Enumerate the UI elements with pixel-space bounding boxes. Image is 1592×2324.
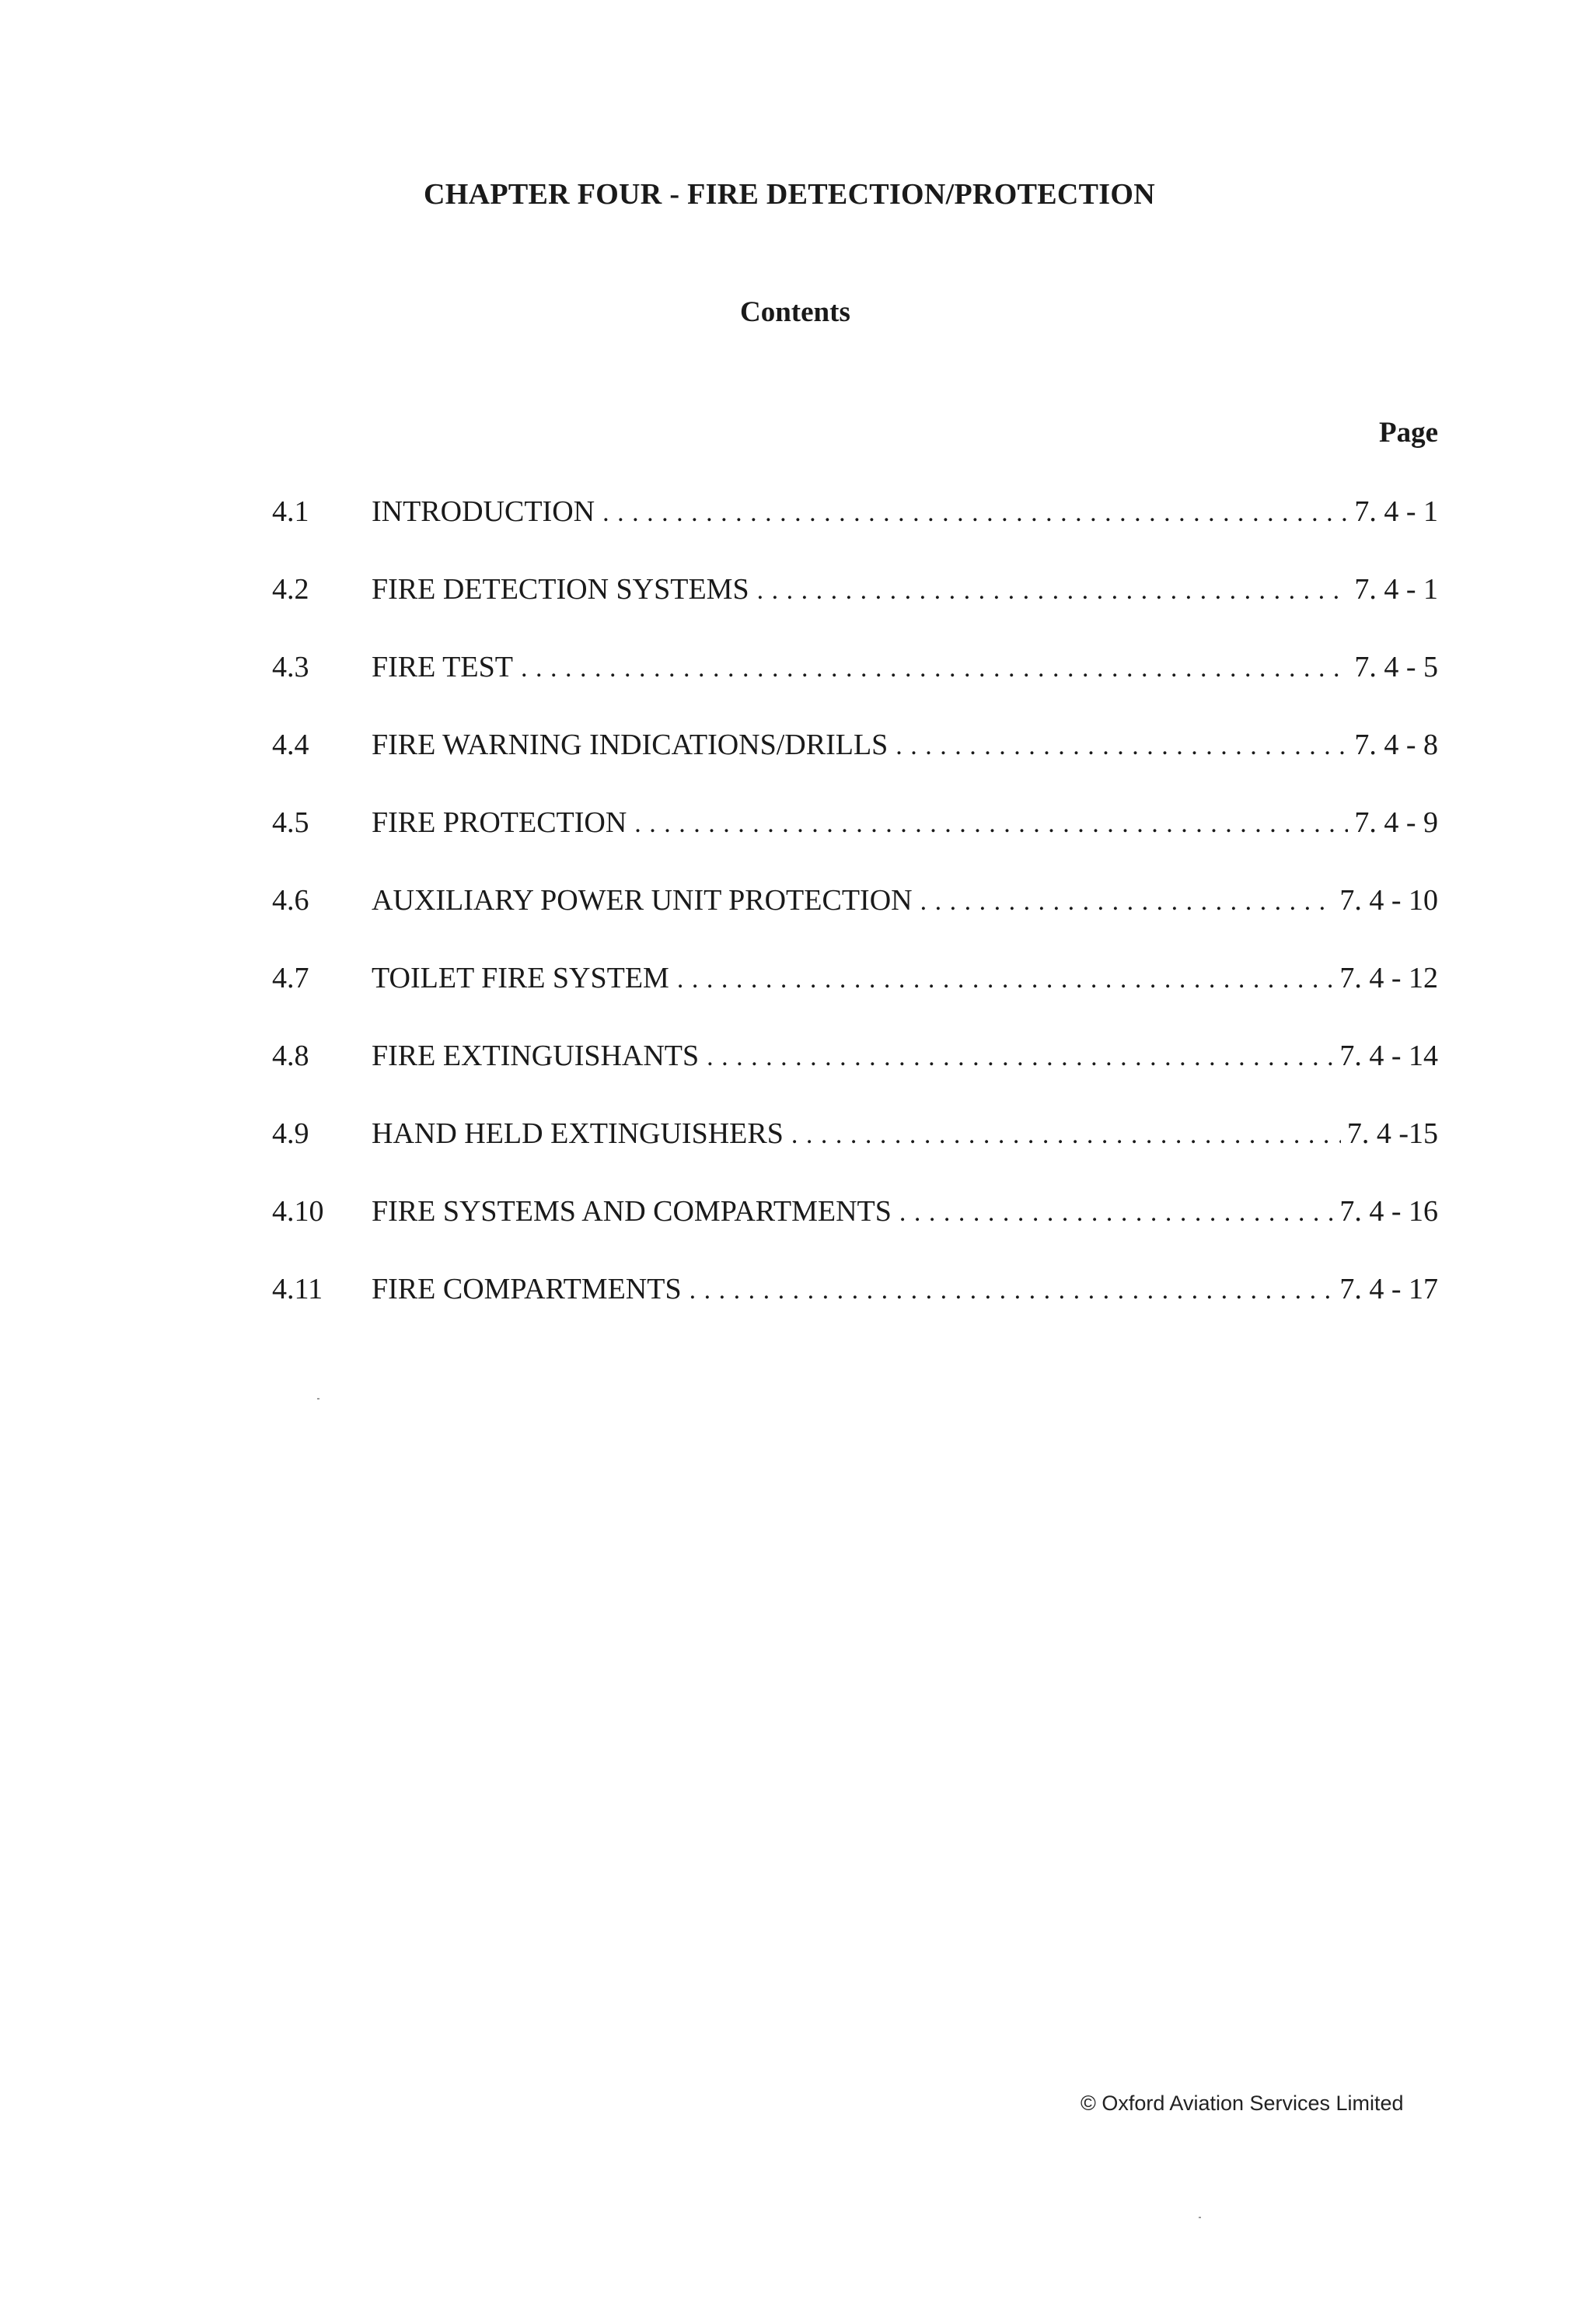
toc-entry-4-10[interactable] [272, 1190, 1438, 1267]
toc-entry-number: 4.5 [272, 806, 309, 839]
toc-entry-number: 4.1 [272, 495, 309, 528]
scan-speck [317, 1398, 319, 1400]
toc-entry-page: 7. 4 - 16 [1339, 1195, 1438, 1228]
toc-entry-number: 4.3 [272, 651, 309, 683]
chapter-title: CHAPTER FOUR - FIRE DETECTION/PROTECTION [424, 178, 1155, 211]
dot-leader [690, 1269, 1334, 1312]
toc-entry-page: 7. 4 - 12 [1339, 962, 1438, 994]
dot-leader [791, 1113, 1341, 1157]
toc-entry-number: 4.10 [272, 1195, 324, 1228]
dot-leader [707, 1036, 1333, 1079]
scan-speck [1199, 2217, 1201, 2218]
toc-entry-number: 4.6 [272, 884, 309, 917]
toc-entry-number: 4.2 [272, 573, 309, 606]
toc-entry-4-9[interactable] [272, 1112, 1438, 1190]
toc-entry-title: AUXILIARY POWER UNIT PROTECTION [372, 884, 913, 917]
toc-entry-4-8[interactable] [272, 1034, 1438, 1112]
toc-entry-page: 7. 4 - 1 [1354, 573, 1438, 606]
toc-entry-page: 7. 4 - 17 [1339, 1273, 1438, 1305]
toc-entry-title: FIRE PROTECTION [372, 806, 627, 839]
toc-entry-page: 7. 4 - 5 [1354, 651, 1438, 683]
toc-entry-title: FIRE WARNING INDICATIONS/DRILLS [372, 729, 889, 761]
dot-leader [521, 647, 1348, 690]
toc-entry-number: 4.8 [272, 1040, 309, 1072]
dot-leader [634, 802, 1348, 846]
toc-entry-title: FIRE TEST [372, 651, 513, 683]
toc-entry-page: 7. 4 - 8 [1354, 729, 1438, 761]
table-of-contents [272, 490, 1438, 1345]
toc-entry-4-5[interactable] [272, 801, 1438, 879]
toc-entry-title: TOILET FIRE SYSTEM [372, 962, 669, 994]
dot-leader [920, 880, 1334, 924]
copyright-footer: © Oxford Aviation Services Limited [1081, 2092, 1404, 2115]
toc-entry-page: 7. 4 - 9 [1354, 806, 1438, 839]
toc-entry-page: 7. 4 - 14 [1339, 1040, 1438, 1072]
contents-heading: Contents [740, 296, 850, 328]
toc-entry-title: INTRODUCTION [372, 495, 595, 528]
dot-leader [677, 958, 1334, 1001]
toc-entry-title: FIRE EXTINGUISHANTS [372, 1040, 700, 1072]
page-column-heading: Page [1378, 417, 1438, 449]
toc-entry-4-3[interactable] [272, 645, 1438, 723]
toc-entry-number: 4.9 [272, 1117, 309, 1150]
dot-leader [896, 725, 1348, 768]
toc-entry-number: 4.4 [272, 729, 309, 761]
toc-entry-4-4[interactable] [272, 723, 1438, 801]
dot-leader [602, 491, 1348, 535]
dot-leader [757, 569, 1349, 613]
toc-entry-page: 7. 4 - 10 [1339, 884, 1438, 917]
toc-entry-4-7[interactable] [272, 956, 1438, 1034]
toc-entry-number: 4.7 [272, 962, 309, 994]
toc-entry-title: HAND HELD EXTINGUISHERS [372, 1117, 784, 1150]
toc-entry-4-11[interactable] [272, 1267, 1438, 1345]
dot-leader [899, 1191, 1333, 1235]
toc-entry-title: FIRE SYSTEMS AND COMPARTMENTS [372, 1195, 892, 1228]
toc-entry-page: 7. 4 - 1 [1354, 495, 1438, 528]
toc-entry-page: 7. 4 -15 [1346, 1117, 1438, 1150]
toc-entry-4-2[interactable] [272, 568, 1438, 645]
toc-entry-4-6[interactable] [272, 879, 1438, 956]
toc-entry-title: FIRE COMPARTMENTS [372, 1273, 682, 1305]
toc-entry-number: 4.11 [272, 1273, 323, 1305]
toc-entry-4-1[interactable] [272, 490, 1438, 568]
toc-entry-title: FIRE DETECTION SYSTEMS [372, 573, 749, 606]
